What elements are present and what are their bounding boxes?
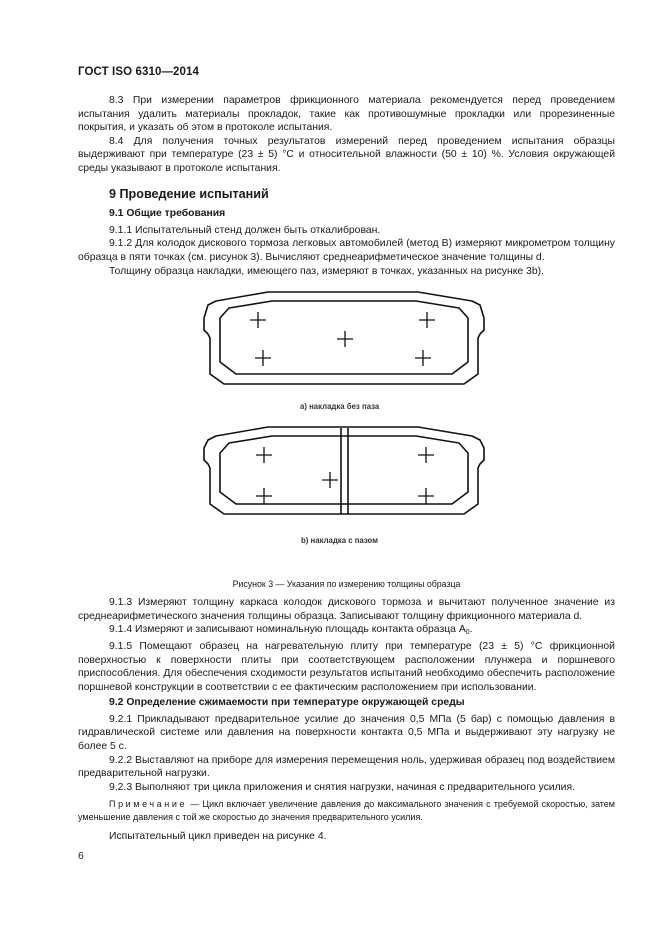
section-9-title: 9 Проведение испытаний — [109, 186, 269, 201]
pad-b-inner — [220, 436, 468, 504]
paragraph-9-1-5: 9.1.5 Помещают образец на нагревательную плиту при температуре (23 ± 5) °С фрикционной поверхностью к поверхности плиты при соответствующем расположении плунжера и поршневого приспособления. Для обеспечения сходимости результатов испытаний необходимо обеспечить расположение поршневой конструкции в соответствии с ее фактическим расположением при использовании. — [78, 640, 615, 693]
pad-a-point-tl — [250, 312, 266, 328]
figure-3b-caption: b) накладка с пазом — [301, 536, 378, 546]
subsection-9-2-title: 9.2 Определение сжимаемости при температуре окружающей среды — [109, 697, 465, 709]
paragraph-9-1-2: 9.1.2 Для колодок дискового тормоза легковых автомобилей (метод В) измеряют микрометром толщину образца в пяти точках (см. рисунок 3). Вычисляют среднеарифметическое значение толщины d. — [78, 238, 615, 263]
figure-3-caption: Рисунок 3 — Указания по измерению толщины образца — [232, 579, 461, 590]
paragraph-9-2-1: 9.2.1 Прикладывают предварительное усилие до значения 0,5 МПа (5 бар) с помощью давления в гидравлической системе или давления на поверхности контакта 0,5 МПа и выдерживают эту нагрузку не более 5 с. — [78, 713, 615, 753]
paragraph-9-1-4-text: 9.1.4 Измеряют и записывают номинальную площадь контакта образца A — [109, 624, 466, 636]
pad-a-inner — [220, 301, 468, 374]
figure-3 — [78, 288, 615, 596]
note — [78, 798, 615, 824]
paragraph-8-3: 8.3 При измерении параметров фрикционного материала рекомендуется перед проведением испытания удалить материалы прокладок, такие как противошумные прокладки или прорезиненные покрытия, и указать об этом в протоколе испытания. — [78, 95, 615, 134]
pad-a-point-br — [415, 350, 431, 366]
subsection-9-1-title: 9.1 Общие требования — [109, 208, 226, 220]
paragraph-9-2-2: 9.2.2 Выставляют на приборе для измерения перемещения ноль, удерживая образец под воздействием предварительной нагрузки. — [78, 754, 615, 780]
figure-3a-caption: а) накладка без паза — [300, 402, 380, 412]
pad-b-point-bl — [256, 488, 272, 504]
note-text: — Цикл включает увеличение давления до максимального значения с требуемой скоростью, затем уменьшение давления с той же скоростью до значения предварительного усилия. — [78, 799, 615, 823]
paragraph-9-1-1: 9.1.1 Испытательный стенд должен быть откалиброван. — [109, 224, 381, 236]
paragraph-cycle-reference: Испытательный цикл приведен на рисунке 4. — [109, 831, 327, 843]
pad-b-point-center — [322, 472, 338, 488]
pad-a-point-center — [337, 331, 353, 347]
paragraph-9-1-2b: Толщину образца накладки, имеющего паз, измеряют в точках, указанных на рисунке 3b). — [109, 265, 544, 277]
paragraph-9-1-4-end: . — [469, 624, 473, 636]
page-number: 6 — [78, 851, 84, 862]
paragraph-8-4: 8.4 Для получения точных результатов измерений перед проведением испытания образцы выдерживают при температуре (23 ± 5) °С и относительной влажности (50 ± 10) %. Условия окружающей среды указывают в протоколе испытания. — [78, 135, 615, 174]
pad-b-point-br — [418, 488, 434, 504]
paragraph-9-1-4 — [78, 623, 615, 640]
pad-b-point-tl — [256, 447, 272, 463]
note-label: Примечание — [109, 799, 188, 810]
paragraph-9-1-4-subscript: 0 — [465, 629, 470, 637]
paragraph-9-1-3: 9.1.3 Измеряют толщину каркаса колодок дискового тормоза и вычитают полученное значение из среднеарифметического значения толщины образца. Записывают толщину фрикционного материала d. — [78, 597, 615, 622]
pad-a-point-bl — [255, 350, 271, 366]
document-header: ГОСТ ISO 6310—2014 — [78, 66, 200, 78]
pad-b-point-tr — [418, 447, 434, 463]
paragraph-9-2-3: 9.2.3 Выполняют три цикла приложения и снятия нагрузки, начиная с предварительного усилия. — [109, 781, 575, 793]
pad-a-point-tr — [419, 312, 435, 328]
document-body — [78, 94, 615, 846]
